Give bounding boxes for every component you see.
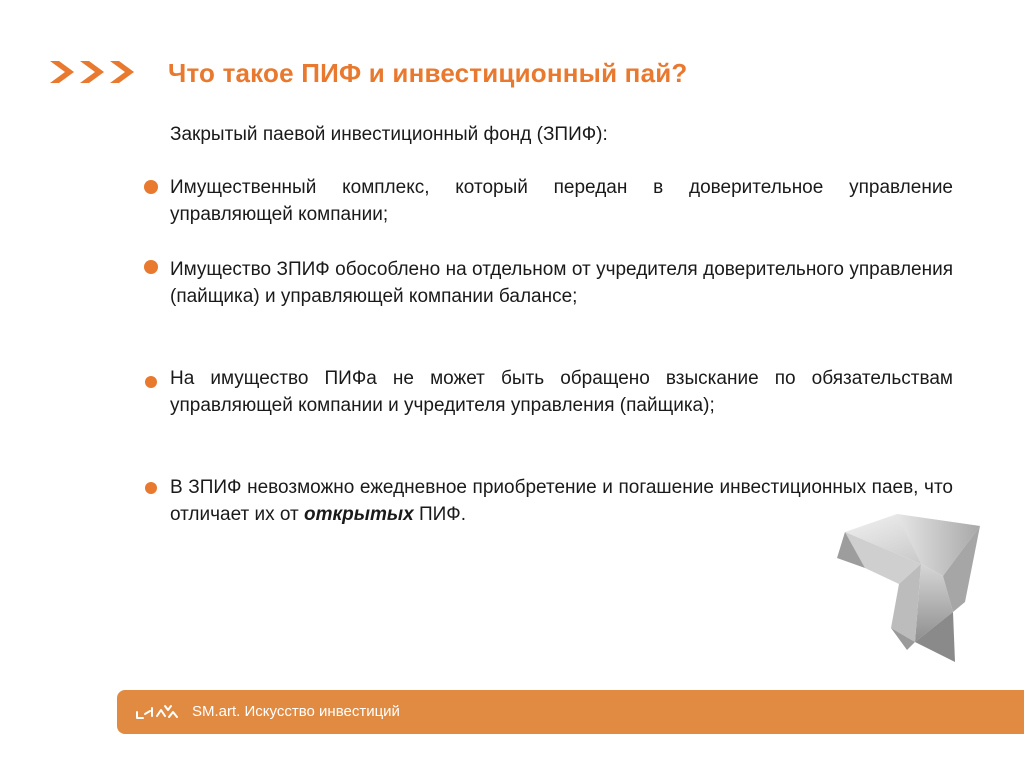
bullet-item bbox=[170, 174, 953, 228]
origami-bird-icon bbox=[835, 512, 985, 664]
bullet-item bbox=[170, 365, 953, 419]
bullet-text: Имущество ЗПИФ обособлено на отдельном от учредителя доверительного управления (пайщика) и управляющей компании балансе; bbox=[170, 259, 953, 307]
bullet-item bbox=[170, 256, 953, 310]
bullet-text: На имущество ПИФа не может быть обращено взыскание по обязательствам управляющей компании и учредителя управления (пайщика); bbox=[170, 368, 953, 416]
bullet-dot bbox=[144, 260, 158, 274]
sm-art-logo-icon bbox=[135, 702, 179, 722]
bullet-text-after: ПИФ. bbox=[413, 504, 467, 525]
footer-brand-text: SM.art. Искусство инвестиций bbox=[192, 703, 400, 720]
emphasis-open-funds: открытых bbox=[304, 504, 414, 525]
triple-chevron-icon bbox=[50, 60, 138, 84]
slide-title: Что такое ПИФ и инвестиционный пай? bbox=[168, 58, 688, 88]
bullet-dot bbox=[145, 482, 157, 494]
bullet-dot bbox=[145, 376, 157, 388]
bullet-text-before: В ЗПИФ невозможно ежедневное приобретение и погашение инвестиционных паев, что отличает их от bbox=[170, 477, 953, 525]
bullet-dot bbox=[144, 180, 158, 194]
bullet-text: Имущественный комплекс, который передан в доверительное управление управляющей компании; bbox=[170, 177, 953, 225]
intro-text: Закрытый паевой инвестиционный фонд (ЗПИФ): bbox=[170, 124, 608, 145]
footer-bar bbox=[117, 690, 1024, 734]
